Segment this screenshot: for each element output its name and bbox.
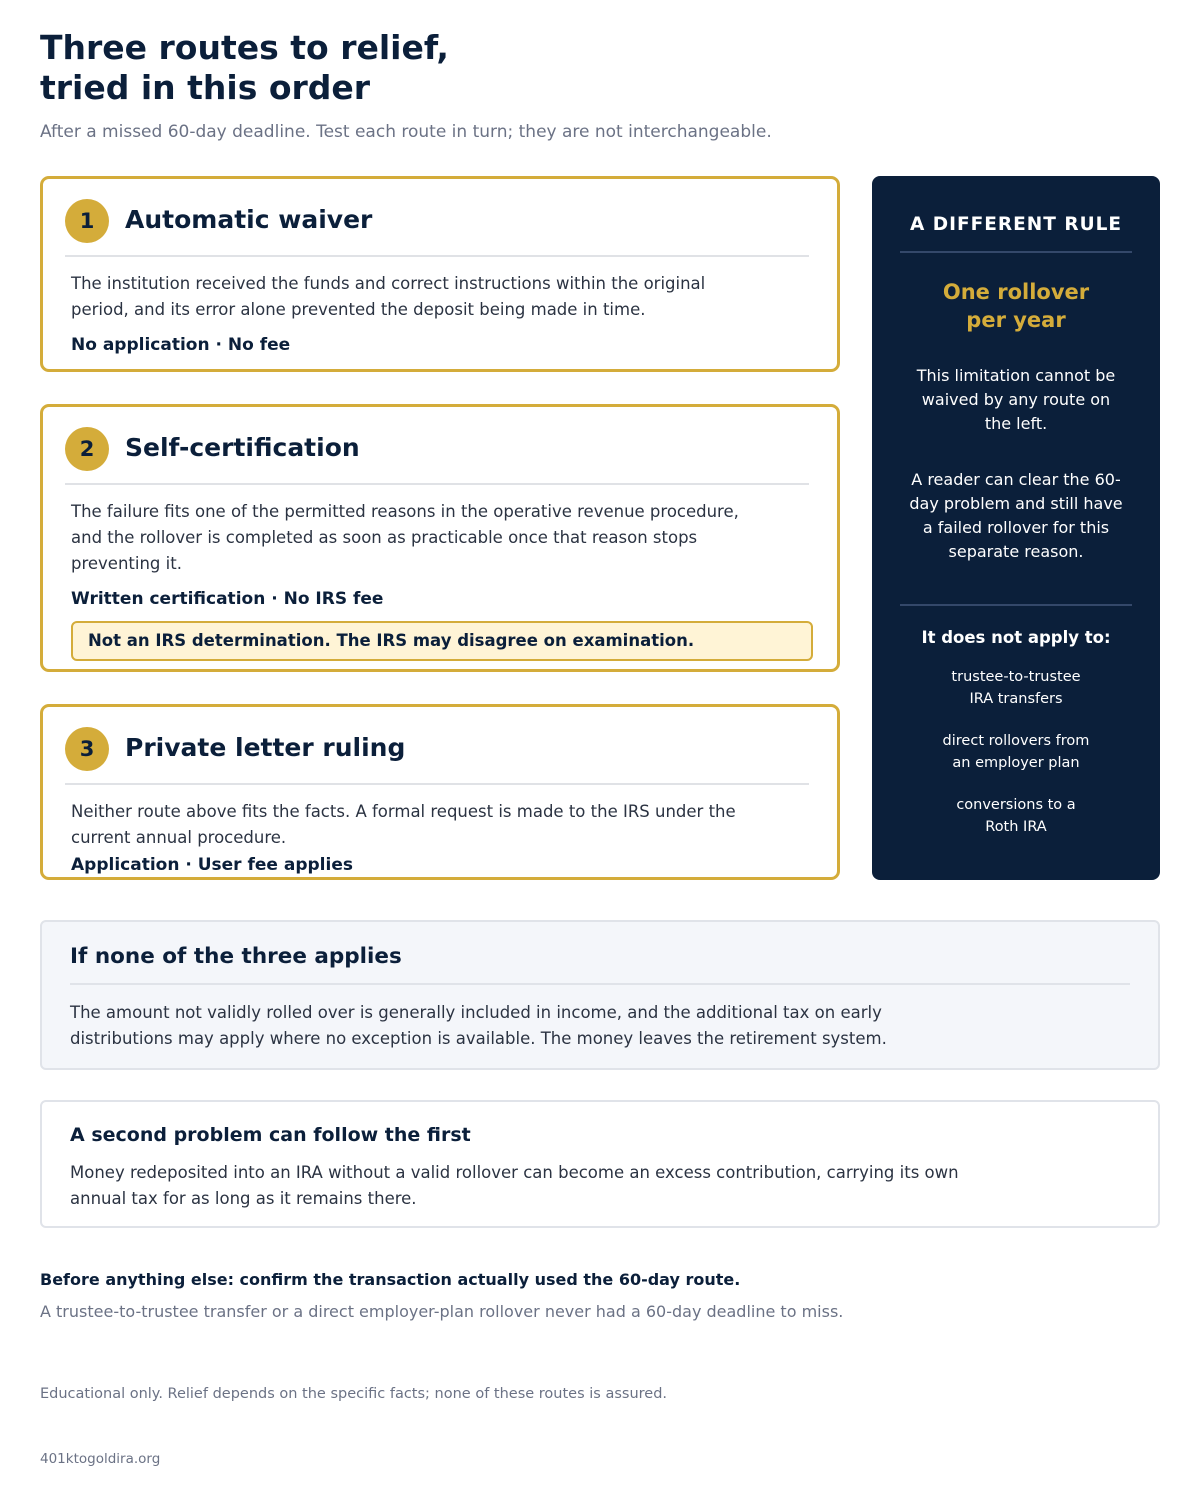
sidebar-label: A DIFFERENT RULE [900,214,1132,253]
exception-line: an employer plan [952,755,1080,771]
sidebar-paragraph: This limitation cannot be waived by any route on the left. [916,366,1116,433]
title-line-2: tried in this order [40,68,371,107]
route-title: Private letter ruling [125,733,406,762]
page [40,28,1160,1467]
exception-line: trustee-to-trustee [951,669,1081,685]
route-card-self-certification [40,404,840,672]
route-requirements: No application · No fee [71,335,291,355]
route-number-badge: 3 [65,727,109,771]
route-requirements: Written certification · No IRS fee [71,589,384,609]
route-description: The failure fits one of the permitted reasons in the operative revenue procedure, and the rollover is completed as soon as practicable once that reason stops preventing it. [71,502,739,573]
exception-line: direct rollovers from [942,733,1090,749]
route-card-header [65,199,809,257]
route-number-badge: 2 [65,427,109,471]
sidebar-applies-heading: It does not apply to: [921,628,1111,647]
routes-section [40,176,1160,880]
second-problem-title: A second problem can follow the first [70,1124,471,1146]
second-problem-panel [40,1100,1160,1228]
sidebar-divider [900,604,1132,606]
sidebar-rule-title [900,278,1132,334]
exception-line: Roth IRA [985,819,1047,835]
sidebar-different-rule [872,176,1160,880]
none-applies-title: If none of the three applies [70,944,1130,985]
route-card-private-letter-ruling [40,704,840,880]
route-title: Self-certification [125,433,360,462]
page-title [40,28,1160,108]
page-subtitle: After a missed 60-day deadline. Test each route in turn; they are not interchangeable. [40,122,772,142]
none-applies-panel [40,920,1160,1070]
route-card-header [65,727,809,785]
exception-item [900,730,1132,774]
route-card-automatic-waiver [40,176,840,372]
before-note-body: A trustee-to-trustee transfer or a direct employer-plan rollover never had a 60-day deadline to miss. [40,1302,844,1321]
second-problem-body: Money redeposited into an IRA without a valid rollover can become an excess contribution, carrying its own annual tax for as long as it remains there. [70,1163,959,1208]
exception-item [900,794,1132,838]
title-line-1: Three routes to relief, [40,28,449,67]
route-title: Automatic waiver [125,205,373,234]
exception-line: conversions to a [956,797,1076,813]
exception-item [900,666,1132,710]
route-requirements: Application · User fee applies [71,855,353,875]
route-description: Neither route above fits the facts. A formal request is made to the IRS under the current annual procedure. [71,802,736,847]
rule-line-2: per year [966,308,1066,332]
site-credit: 401ktogoldira.org [40,1451,161,1467]
route-number-badge: 1 [65,199,109,243]
route-description: The institution received the funds and correct instructions within the original period, and its error alone prevented the deposit being made in time. [71,274,706,319]
none-applies-body: The amount not validly rolled over is generally included in income, and the additional tax on early distributions may apply where no exception is available. The money leaves the retirement system. [70,1003,887,1048]
exception-line: IRA transfers [969,691,1063,707]
sidebar-paragraph: A reader can clear the 60-day problem and still have a failed rollover for this separate reason. [909,470,1123,561]
disclaimer: Educational only. Relief depends on the specific facts; none of these routes is assured. [40,1386,668,1402]
exceptions-list [900,666,1132,858]
route-card-header [65,427,809,485]
warning-callout: Not an IRS determination. The IRS may disagree on examination. [71,621,813,661]
rule-line-1: One rollover [942,280,1090,304]
before-note-title: Before anything else: confirm the transaction actually used the 60-day route. [40,1270,741,1289]
